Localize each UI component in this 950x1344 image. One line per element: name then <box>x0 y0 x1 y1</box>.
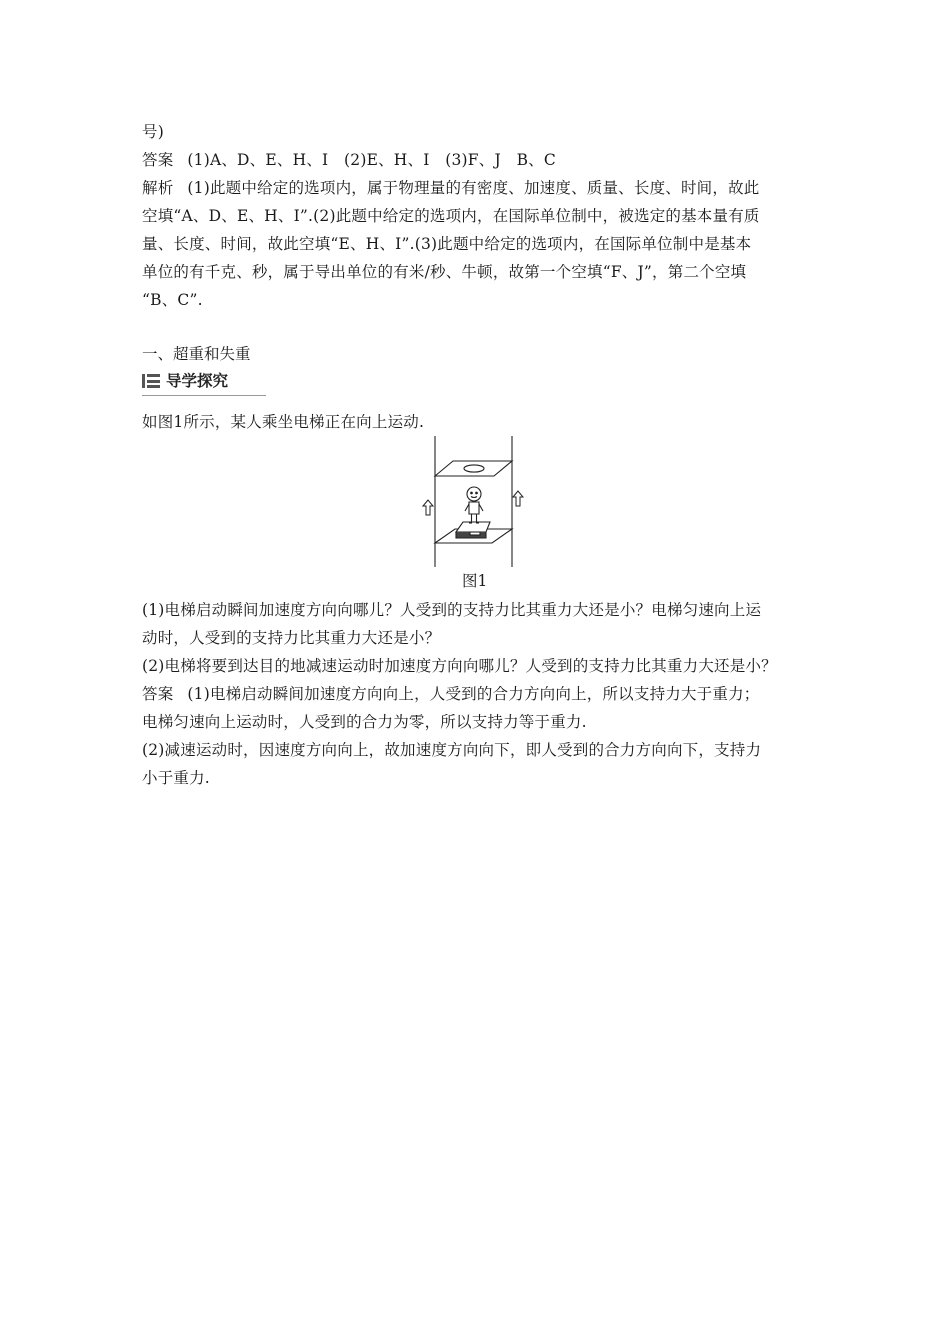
analysis-line-1 <box>142 176 812 200</box>
elevator-figure <box>418 436 530 568</box>
question-2: (2)电梯将要到达目的地减速运动时加速度方向向哪儿？人受到的支持力比其重力大还是小？ <box>142 657 777 675</box>
answer-2-line-4: 小于重力. <box>142 769 210 787</box>
answer-2-line-3: (2)减速运动时，因速度方向向上，故加速度方向向下，即人受到的合力方向向下，支持力 <box>142 741 762 759</box>
analysis-label: 解析 <box>142 179 174 197</box>
question-1-line-2: 动时，人受到的支持力比其重力大还是小？ <box>142 629 441 647</box>
banner-label: 导学探究 <box>166 372 229 390</box>
text-line: 号) <box>142 123 164 141</box>
up-arrow-icon <box>423 500 433 515</box>
answer-label: 答案 <box>142 151 174 169</box>
scale <box>456 522 490 532</box>
ceiling-light <box>464 465 484 472</box>
answer-2-line-2: 电梯匀速向上运动时，人受到的合力为零，所以支持力等于重力. <box>142 713 587 731</box>
answer-label: 答案 <box>142 685 174 703</box>
section-title: 一、超重和失重 <box>142 345 251 363</box>
person-body <box>469 502 479 514</box>
section-banner <box>142 369 266 396</box>
question-1-line-1: (1)电梯启动瞬间加速度方向向哪儿？人受到的支持力比其重力大还是小？电梯匀速向上运 <box>142 601 762 619</box>
analysis-line-2: 空填“A、D、E、H、I”.(2)此题中给定的选项内，在国际单位制中，被选定的基本量有质 <box>142 207 760 225</box>
person-head <box>467 487 481 501</box>
answer-1 <box>142 148 812 172</box>
cab-ceiling <box>435 461 512 476</box>
analysis-line-4: 单位的有千克、秒，属于导出单位的有米/秒、牛顿，故第一个空填“F、J”，第二个空填 <box>142 263 747 281</box>
list-icon <box>142 374 160 388</box>
up-arrow-icon <box>513 491 523 506</box>
answer-2-line-1 <box>142 682 812 706</box>
analysis-line-5: “B、C”. <box>142 291 203 309</box>
analysis-text: (1)此题中给定的选项内，属于物理量的有密度、加速度、质量、长度、时间，故此 <box>187 179 760 197</box>
answer-text: (1)A、D、E、H、I (2)E、H、I (3)F、J B、C <box>187 151 556 169</box>
intro-text: 如图1所示，某人乘坐电梯正在向上运动. <box>142 413 425 431</box>
analysis-line-3: 量、长度、时间，故此空填“E、H、I”.(3)此题中给定的选项内，在国际单位制中是基本 <box>142 235 752 253</box>
figure-caption: 图1 <box>462 572 488 590</box>
answer-text: (1)电梯启动瞬间加速度方向向上，人受到的合力方向向上，所以支持力大于重力； <box>187 685 760 703</box>
